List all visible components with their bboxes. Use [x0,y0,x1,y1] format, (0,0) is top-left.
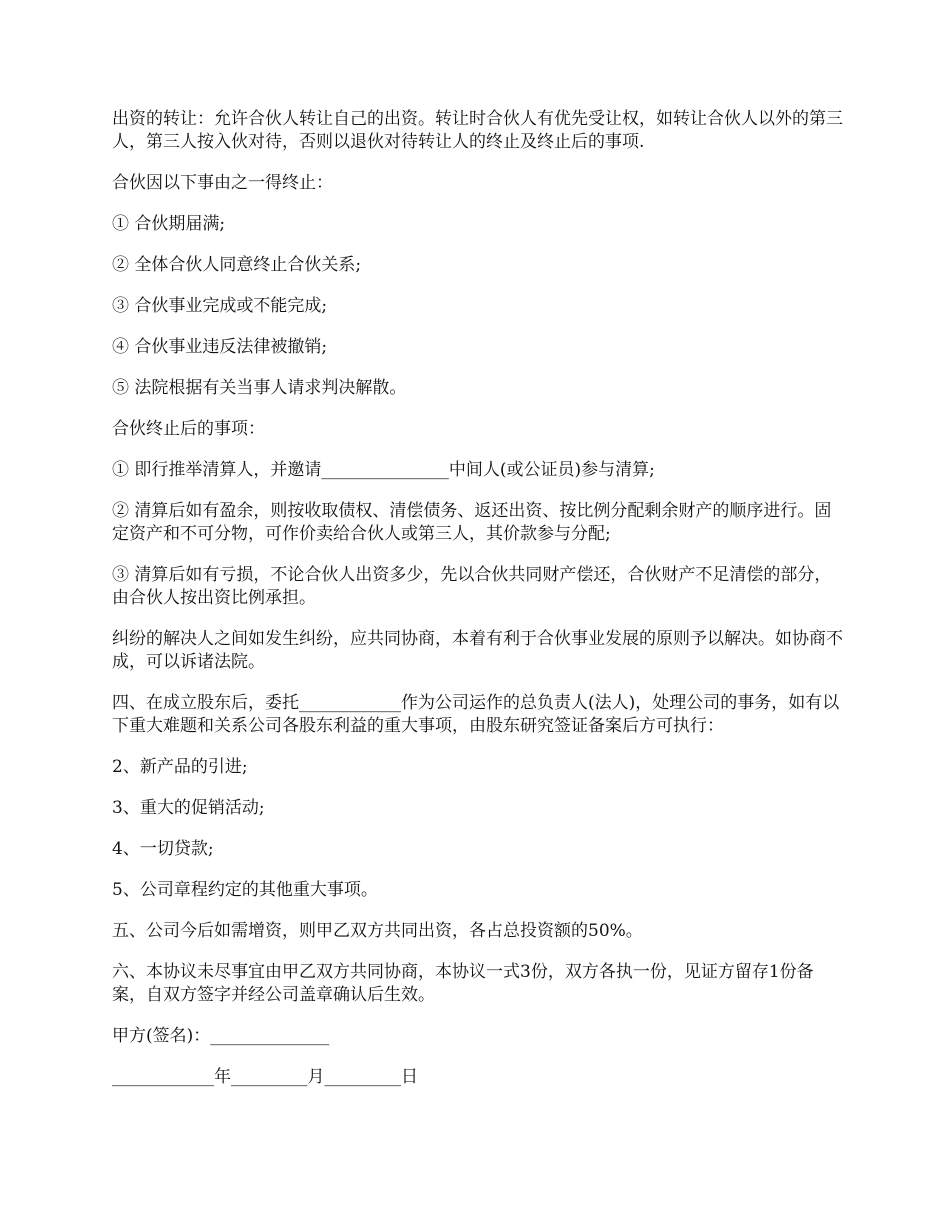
signature-party-a: 甲方(签名)：______________ [112,1026,330,1046]
list-item-termination-2: ② 全体合伙人同意终止合伙关系; [112,255,362,275]
list-item-post-termination-3: ③ 清算后如有亏损，不论合伙人出资多少，先以合伙共同财产偿还，合伙财产不足清偿的部分，由合伙人按出资比例承担。 [112,565,832,608]
list-item-matter-4: 4、一切贷款; [112,839,214,859]
paragraph-capital-transfer: 出资的转让：允许合伙人转让自己的出资。转让时合伙人有优先受让权，如转让合伙人以外的第三人，第三人按入伙对待，否则以退伙对待转让人的终止及终止后的事项. [112,109,843,152]
list-item-termination-4: ④ 合伙事业违反法律被撤销; [112,337,328,357]
paragraph-section-six: 六、本协议未尽事宜由甲乙双方共同协商，本协议一式3份，双方各执一份，见证方留存1份备案，自双方签字并经公司盖章确认后生效。 [112,962,814,1005]
document-body [112,108,844,1107]
list-item-matter-2: 2、新产品的引进; [112,757,248,777]
list-item-post-termination-1: ① 即行推举清算人，并邀请_______________中间人(或公证员)参与清算; [112,460,655,480]
list-item-post-termination-2: ② 清算后如有盈余，则按收取债权、清偿债务、返还出资、按比例分配剩余财产的顺序进行。固定资产和不可分物，可作价卖给合伙人或第三人，其价款参与分配; [112,501,832,544]
list-item-termination-5: ⑤ 法院根据有关当事人请求判决解散。 [112,378,407,398]
paragraph-section-five: 五、公司今后如需增资，则甲乙双方共同出资，各占总投资额的50%。 [112,921,643,941]
list-item-termination-3: ③ 合伙事业完成或不能完成; [112,296,328,316]
paragraph-dispute-resolution: 纠纷的解决人之间如发生纠纷，应共同协商，本着有利于合伙事业发展的原则予以解决。如协商不成，可以诉诸法院。 [112,629,843,672]
paragraph-termination-heading: 合伙因以下事由之一得终止： [112,173,333,193]
signature-date-line: ____________年_________月_________日 [112,1067,418,1087]
paragraph-section-four: 四、在成立股东后，委托____________作为公司运作的总负责人(法人)，处理公司的事务，如有以下重大难题和关系公司各股东利益的重大事项，由股东研究签证备案后方可执行： [112,693,840,736]
paragraph-post-termination-heading: 合伙终止后的事项： [112,419,265,439]
list-item-termination-1: ① 合伙期届满; [112,214,226,234]
list-item-matter-5: 5、公司章程约定的其他重大事项。 [112,880,378,900]
list-item-matter-3: 3、重大的促销活动; [112,798,265,818]
